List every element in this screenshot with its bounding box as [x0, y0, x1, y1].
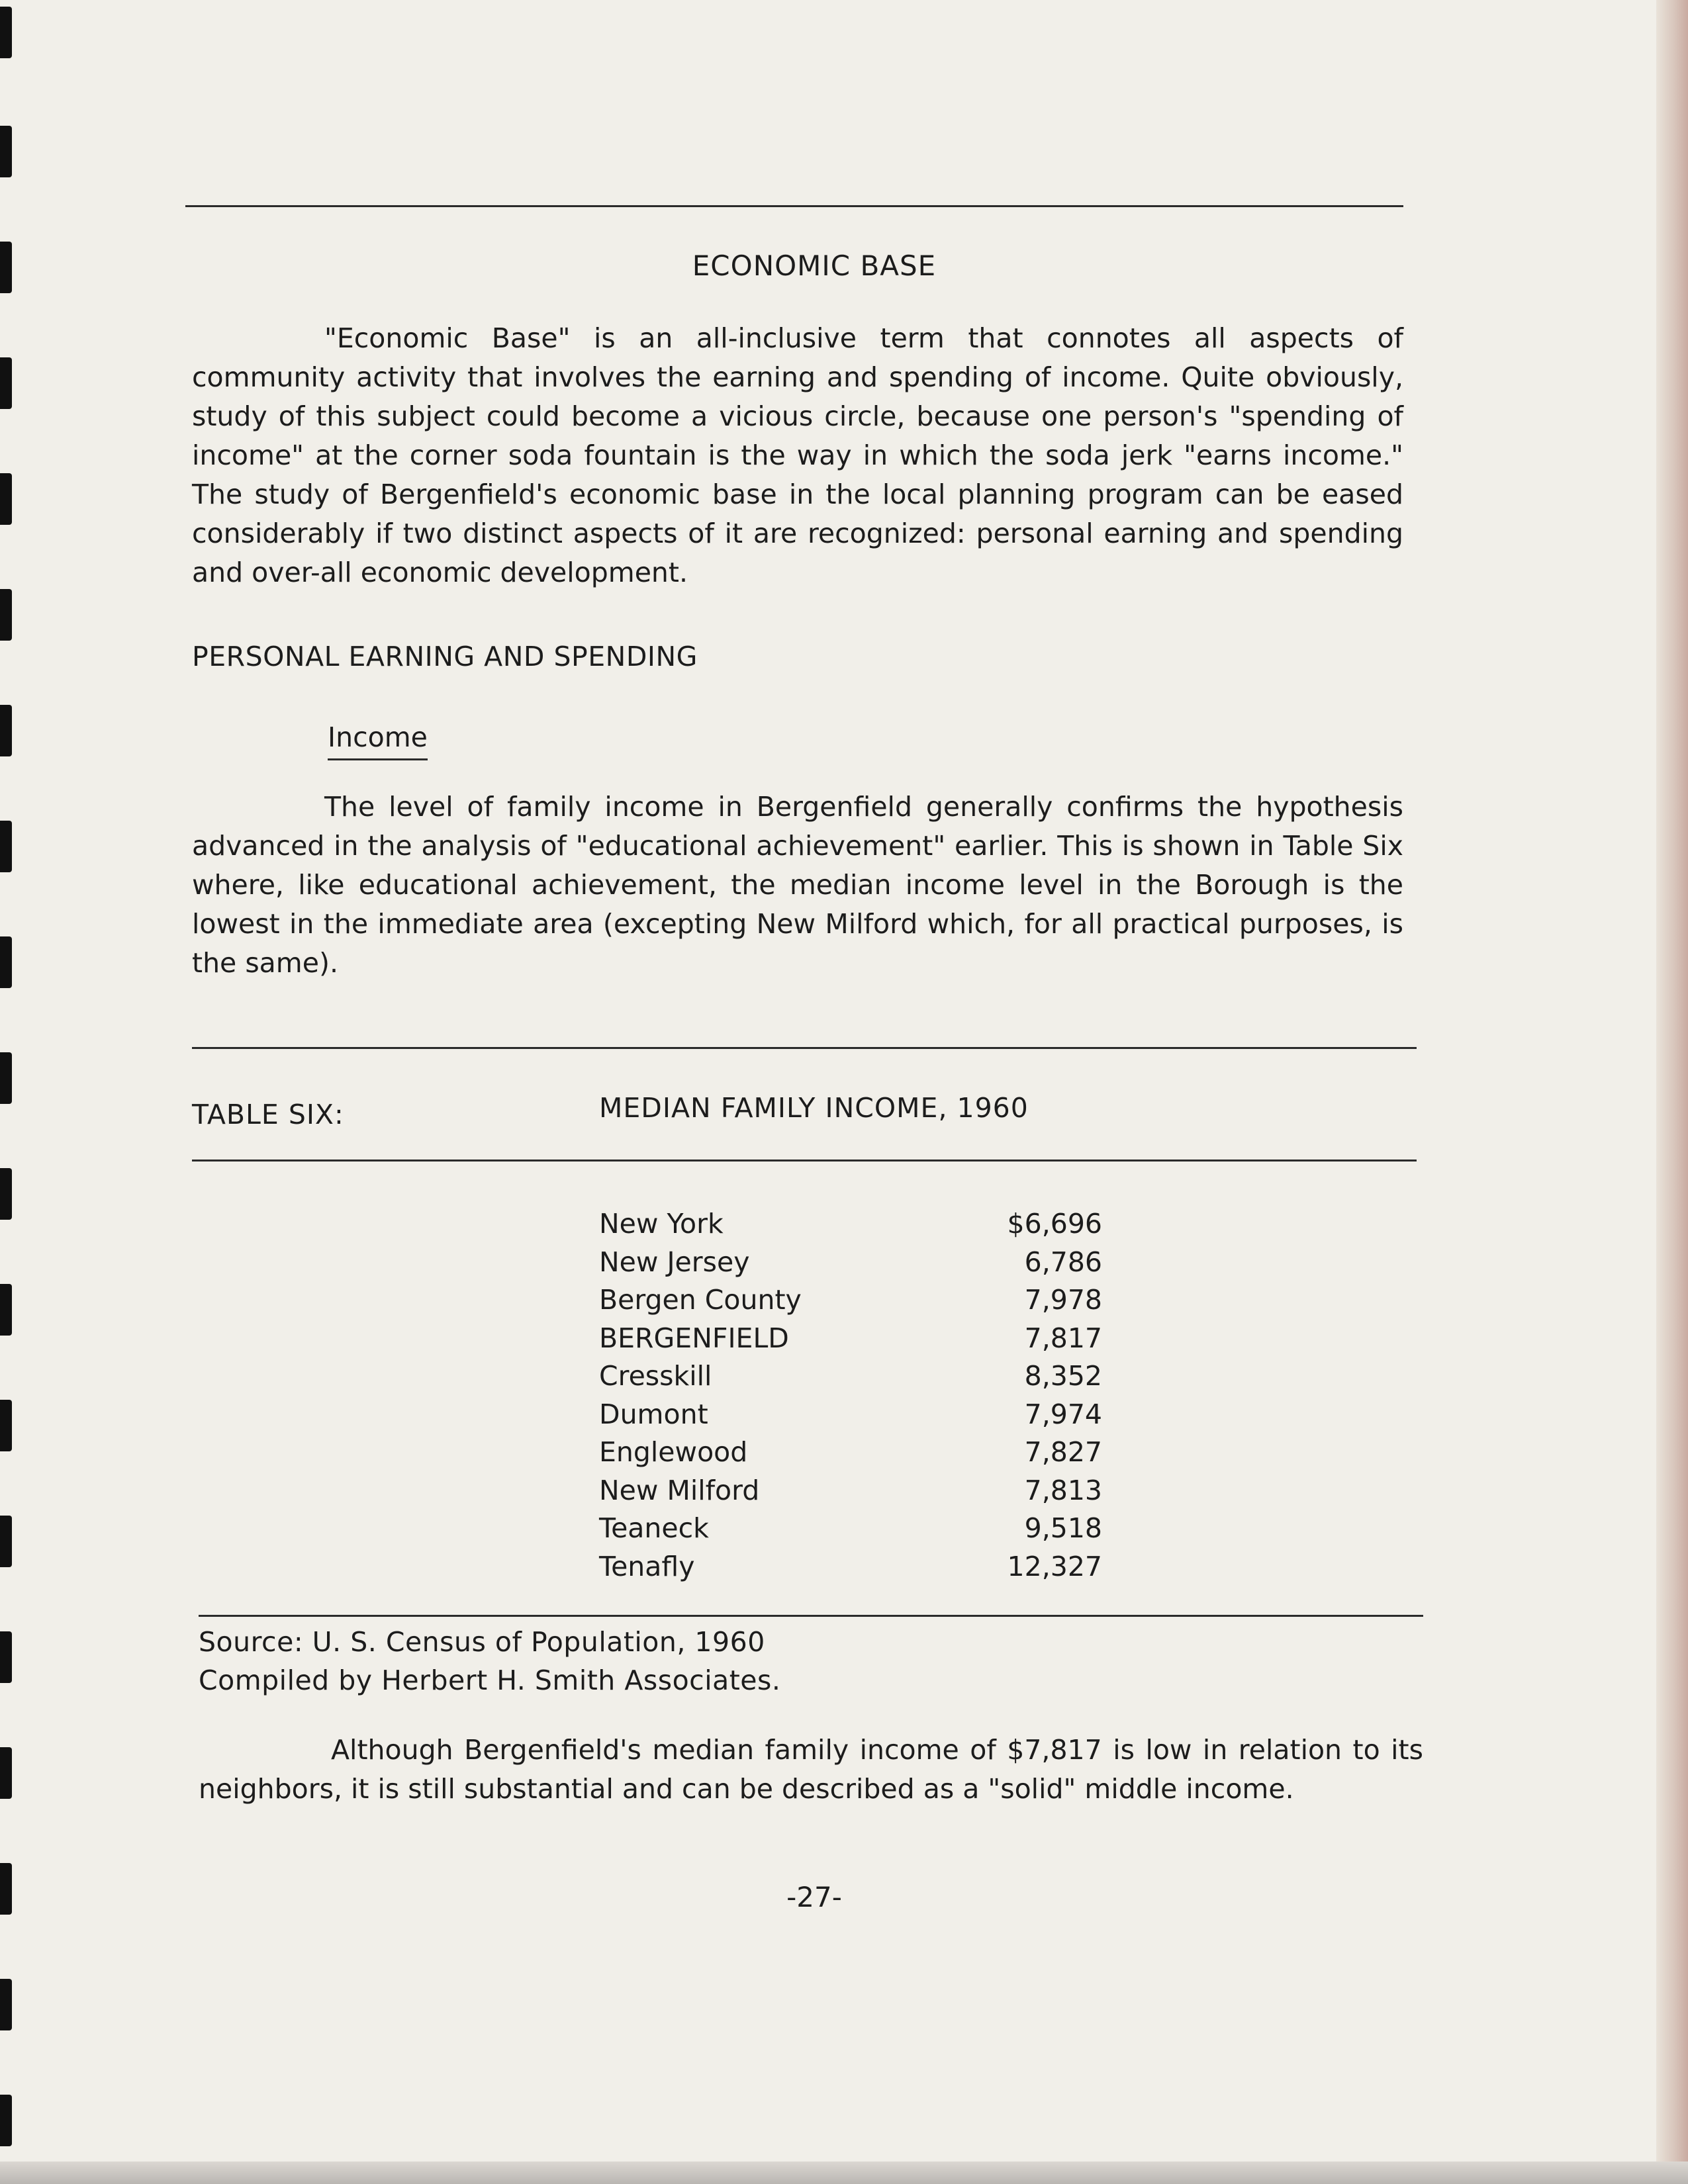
page-title: ECONOMIC BASE [692, 250, 937, 282]
binding-hole [0, 1863, 12, 1915]
place-name: Dumont [599, 1398, 708, 1430]
table-row [599, 1551, 1102, 1589]
binding-hole [0, 1284, 12, 1336]
page-bottom-edge [0, 2161, 1688, 2184]
binding-hole [0, 473, 12, 525]
table-header-rule [192, 1160, 1417, 1161]
binding-hole [0, 1400, 12, 1451]
binding-hole [0, 1631, 12, 1683]
section-heading: PERSONAL EARNING AND SPENDING [192, 641, 698, 672]
income-value: 7,978 [1024, 1284, 1102, 1316]
income-value: 6,786 [1024, 1246, 1102, 1278]
binding-hole [0, 126, 12, 177]
income-paragraph [192, 788, 1403, 983]
place-name: New Milford [599, 1474, 760, 1506]
binding-hole [0, 7, 12, 58]
income-value: 12,327 [1007, 1550, 1102, 1582]
binding-hole [0, 1516, 12, 1567]
spiral-binding [0, 0, 26, 2184]
place-name: New Jersey [599, 1246, 750, 1278]
binding-hole [0, 357, 12, 409]
table-row [599, 1475, 1102, 1513]
binding-hole [0, 821, 12, 872]
table-row [599, 1398, 1102, 1437]
binding-hole [0, 1052, 12, 1104]
table-row [599, 1512, 1102, 1551]
table-row [599, 1284, 1102, 1322]
binding-hole [0, 1979, 12, 2030]
binding-hole [0, 242, 12, 293]
subsection-heading: Income [328, 721, 428, 760]
binding-hole [0, 705, 12, 756]
table-row [599, 1436, 1102, 1475]
page-content [192, 199, 1436, 1972]
top-rule [185, 205, 1403, 207]
income-table [599, 1208, 1102, 1588]
table-top-rule [192, 1047, 1417, 1049]
place-name: Teaneck [599, 1512, 709, 1544]
place-name: New York [599, 1208, 724, 1240]
closing-paragraph-text: Although Bergenfield's median family income of $7,817 is low in relation to its neighbors, it is still substantial and can be described as a "solid" middle income. [199, 1734, 1423, 1805]
income-value: 7,827 [1024, 1436, 1102, 1468]
income-value: 8,352 [1024, 1360, 1102, 1392]
table-label: TABLE SIX: [192, 1099, 344, 1130]
compiled-by-line: Compiled by Herbert H. Smith Associates. [199, 1664, 781, 1696]
table-row [599, 1322, 1102, 1361]
income-value: 7,974 [1024, 1398, 1102, 1430]
page-number: -27- [786, 1881, 842, 1913]
place-name: Tenafly [599, 1550, 695, 1582]
table-bottom-rule [199, 1615, 1423, 1617]
table-row [599, 1208, 1102, 1246]
place-name: Cresskill [599, 1360, 712, 1392]
table-title: MEDIAN FAMILY INCOME, 1960 [599, 1092, 1029, 1124]
table-row [599, 1246, 1102, 1285]
intro-paragraph-text: "Economic Base" is an all-inclusive term that connotes all aspects of community activity that involves the earning and spending of income. Quite obviously, study of this subject could become a vicious circle, because one person's "spending of income" at the corner soda fountain is the way in which the soda jerk "earns income." The study of Bergenfield's economic base in the local planning program can be eased considerably if two distinct aspects of it are recognized: personal earning and spending and over-all economic development. [192, 322, 1403, 588]
binding-hole [0, 2095, 12, 2146]
source-line: Source: U. S. Census of Population, 1960 [199, 1626, 765, 1658]
place-name: Bergen County [599, 1284, 802, 1316]
binding-hole [0, 936, 12, 988]
income-value: 9,518 [1024, 1512, 1102, 1544]
intro-paragraph [192, 319, 1403, 592]
place-name: Englewood [599, 1436, 748, 1468]
place-name: BERGENFIELD [599, 1322, 789, 1354]
binding-hole [0, 1747, 12, 1799]
income-value: 7,817 [1024, 1322, 1102, 1354]
income-value: $6,696 [1007, 1208, 1102, 1240]
table-row [599, 1360, 1102, 1398]
binding-hole [0, 1168, 12, 1220]
page-stack-edge [1656, 0, 1688, 2184]
income-value: 7,813 [1024, 1474, 1102, 1506]
table-source [199, 1623, 780, 1700]
binding-hole [0, 589, 12, 641]
income-paragraph-text: The level of family income in Bergenfield generally confirms the hypothesis advanced in the analysis of "educational achievement" earlier. This is shown in Table Six where, like educational achievement, the median income level in the Borough is the lowest in the immediate area (excepting New Milford which, for all practical purposes, is the same). [192, 791, 1403, 979]
closing-paragraph [199, 1731, 1423, 1809]
